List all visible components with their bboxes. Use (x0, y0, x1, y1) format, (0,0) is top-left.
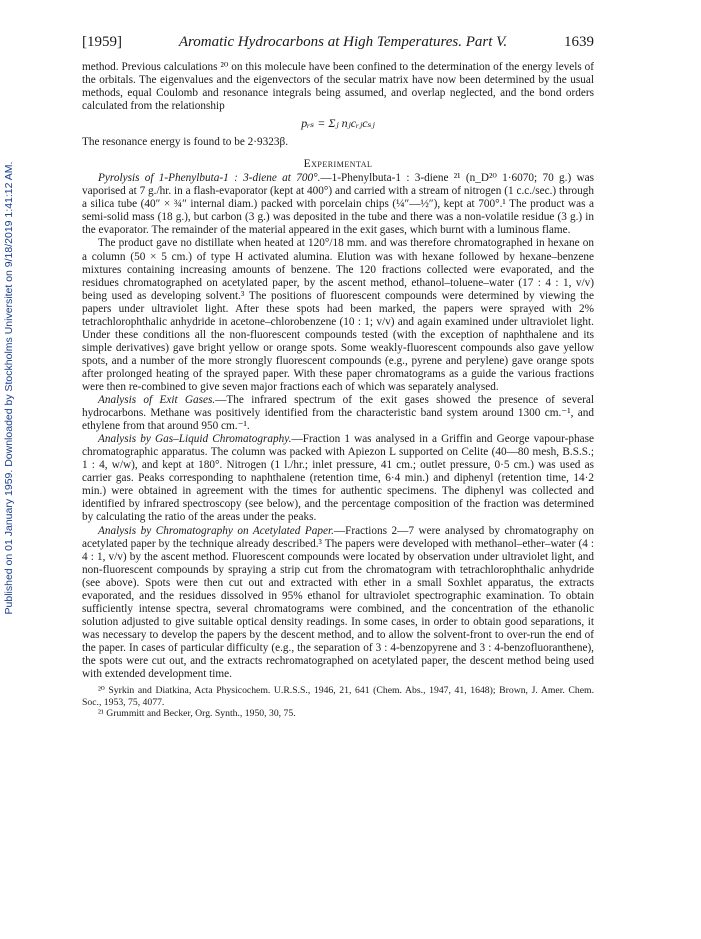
glc-runin: Analysis by Gas–Liquid Chromatography. (98, 433, 292, 446)
paper-chromatography-runin: Analysis by Chromatography on Acetylated Paper. (98, 524, 334, 537)
journal-page (82, 34, 594, 720)
exit-gases-paragraph (82, 394, 594, 433)
resonance-energy-paragraph: The resonance energy is found to be 2·9323β. (82, 136, 289, 149)
paper-chromatography-paragraph (82, 525, 594, 682)
exit-gases-runin: Analysis of Exit Gases. (98, 394, 216, 407)
download-watermark (2, 128, 16, 648)
product-paragraph: The product gave no distillate when heated at 120°/18 mm. and was therefore chromatographed in hexane on a column (50 × 5 cm.) of type H activated alumina. Elution was with hexane followed by hexane–benzene mixtures containing increasing amounts of benzene. The 120 fractions collected were evaporated, and the residues chromatographed on acetylated paper, by the ascent method, ethanol–toluene–water (17 : 4 : 1, v/v) being used as developing solvent.³ The positions of fluorescent compounds were determined by viewing the papers under ultraviolet light. After these spots had been marked, the papers were sprayed with 2% tetrachlorophthalic anhydride in acetone–chlorobenzene (10 : 1; v/v) and again examined under ultraviolet light. Under these conditions all the non-fluorescent compounds tested (with the exception of naphthalene and its simple derivatives) gave bright yellow or orange spots. Some weakly-fluorescent compounds also gave yellow spots, and a number of the more strongly fluorescent compounds (e.g., pyrene and perylene) gave orange spots after prolonged heating of the sprayed paper. With these paper chromatograms as a guide the various fractions were then re-combined to give seven major fractions each of which was separately analysed. (82, 237, 594, 393)
exit-gases-text: —The infrared spectrum of the exit gases showed the presence of several hydrocarbons. Methane was positively identified from the characteristic band system around 1300 cm.⁻¹, and ethylene from that around 950 cm.⁻¹. (82, 394, 594, 433)
intro-paragraph: method. Previous calculations ²⁰ on this molecule have been confined to the determination of the energy levels of the orbitals. The eigenvalues and the eigenvectors of the secular matrix have now been determined by the usual methods, equal Coulomb and resonance integrals being assumed, and overlap neglected, and the bond orders calculated from the relationship (82, 61, 594, 113)
page-number: 1639 (564, 34, 594, 50)
header-year: [1959] (82, 34, 122, 50)
running-head (82, 34, 594, 51)
pyrolysis-paragraph (82, 172, 594, 237)
download-watermark-text: Published on 01 January 1959. Downloaded by Stockholms Universitet on 9/18/2019 1:41:12 AM. (3, 161, 15, 615)
bond-order-equation: pᵣₛ = Σⱼ nⱼcᵣⱼcₛⱼ (301, 116, 375, 131)
paper-chromatography-text: —Fractions 2—7 were analysed by chromatography on acetylated paper by the technique already described.³ The papers were developed with methanol–ether–water (4 : 4 : 1, v/v) by the ascent method. Fluorescent compounds were located by observation under ultraviolet light, and non-fluorescent compounds by spraying a strip cut from the chromatogram with tetrachlorophthalic anhydride (see above). Spots were then cut out and extracted with ether in a small Soxhlet apparatus, the extracts evaporated, and the residues dissolved in 95% ethanol for ultraviolet spectrographic examination. To obtain sufficiently intense spectra, several chromatograms were combined, and the concentration of the ethanolic solution adjusted to give suitable optical density readings. In some cases, in order to obtain good separations, it was necessary to develop the papers by the descent method, and to allow the solvent-front to over-run the end of the paper. In cases of particular difficulty (e.g., the separation of 3 : 4-benzopyrene and 3 : 4-benzofluoranthene), the spots were cut out, and the extracts rechromatographed on acetylated paper, the descent method being used with extended development time. (82, 524, 594, 681)
footnotes (82, 685, 594, 720)
pyrolysis-runin: Pyrolysis of 1-Phenylbuta-1 : 3-diene at 700°. (98, 172, 321, 185)
section-heading-experimental: Experimental (303, 158, 373, 171)
footnote-20: ²⁰ Syrkin and Diatkina, Acta Physicochem. U.R.S.S., 1946, 21, 641 (Chem. Abs., 1947, 41, 1648); Brown, J. Amer. Chem. Soc., 1953, 75, 4077. (82, 685, 594, 708)
pyrolysis-text: —1-Phenylbuta-1 : 3-diene ²¹ (n_D²⁰ 1·6070; 70 g.) was vaporised at 7 g./hr. in a flash-evaporator (kept at 400°) and carried with a stream of nitrogen (1 c.c./sec.) through a silica tube (40″ × ¾″ internal diam.) packed with porcelain chips (¼″—½″), kept at 700°.¹ The product was a semi-solid mass (18 g.), but carbon (3 g.) was deposited in the tube and there was a non-volatile residue (3 g.) in the evaporator. The remainder of the material appeared in the exit gases, which burnt with a luminous flame. (82, 172, 594, 237)
glc-paragraph (82, 433, 594, 524)
glc-text: —Fraction 1 was analysed in a Griffin and George vapour-phase chromatographic apparatus. The column was packed with Apiezon L supported on Celite (40—80 mesh, B.S.S.; 1 : 4, w/w), and kept at 180°. Nitrogen (1 l./hr.; inlet pressure, 41 cm.; outlet pressure, 0·5 cm.) was used as carrier gas. Peaks corresponding to naphthalene (retention time, 6·4 min.) and diphenyl (retention time, 14·2 min.) were obtained in agreement with the times for authentic specimens. The diphenyl was collected and identified by infrared spectroscopy (see below), and the percentage composition of the fraction was determined by calculating the ratio of the areas under the peaks. (82, 433, 594, 524)
footnote-21: ²¹ Grummitt and Becker, Org. Synth., 1950, 30, 75. (98, 708, 296, 720)
header-title: Aromatic Hydrocarbons at High Temperatures. Part V. (178, 34, 508, 50)
